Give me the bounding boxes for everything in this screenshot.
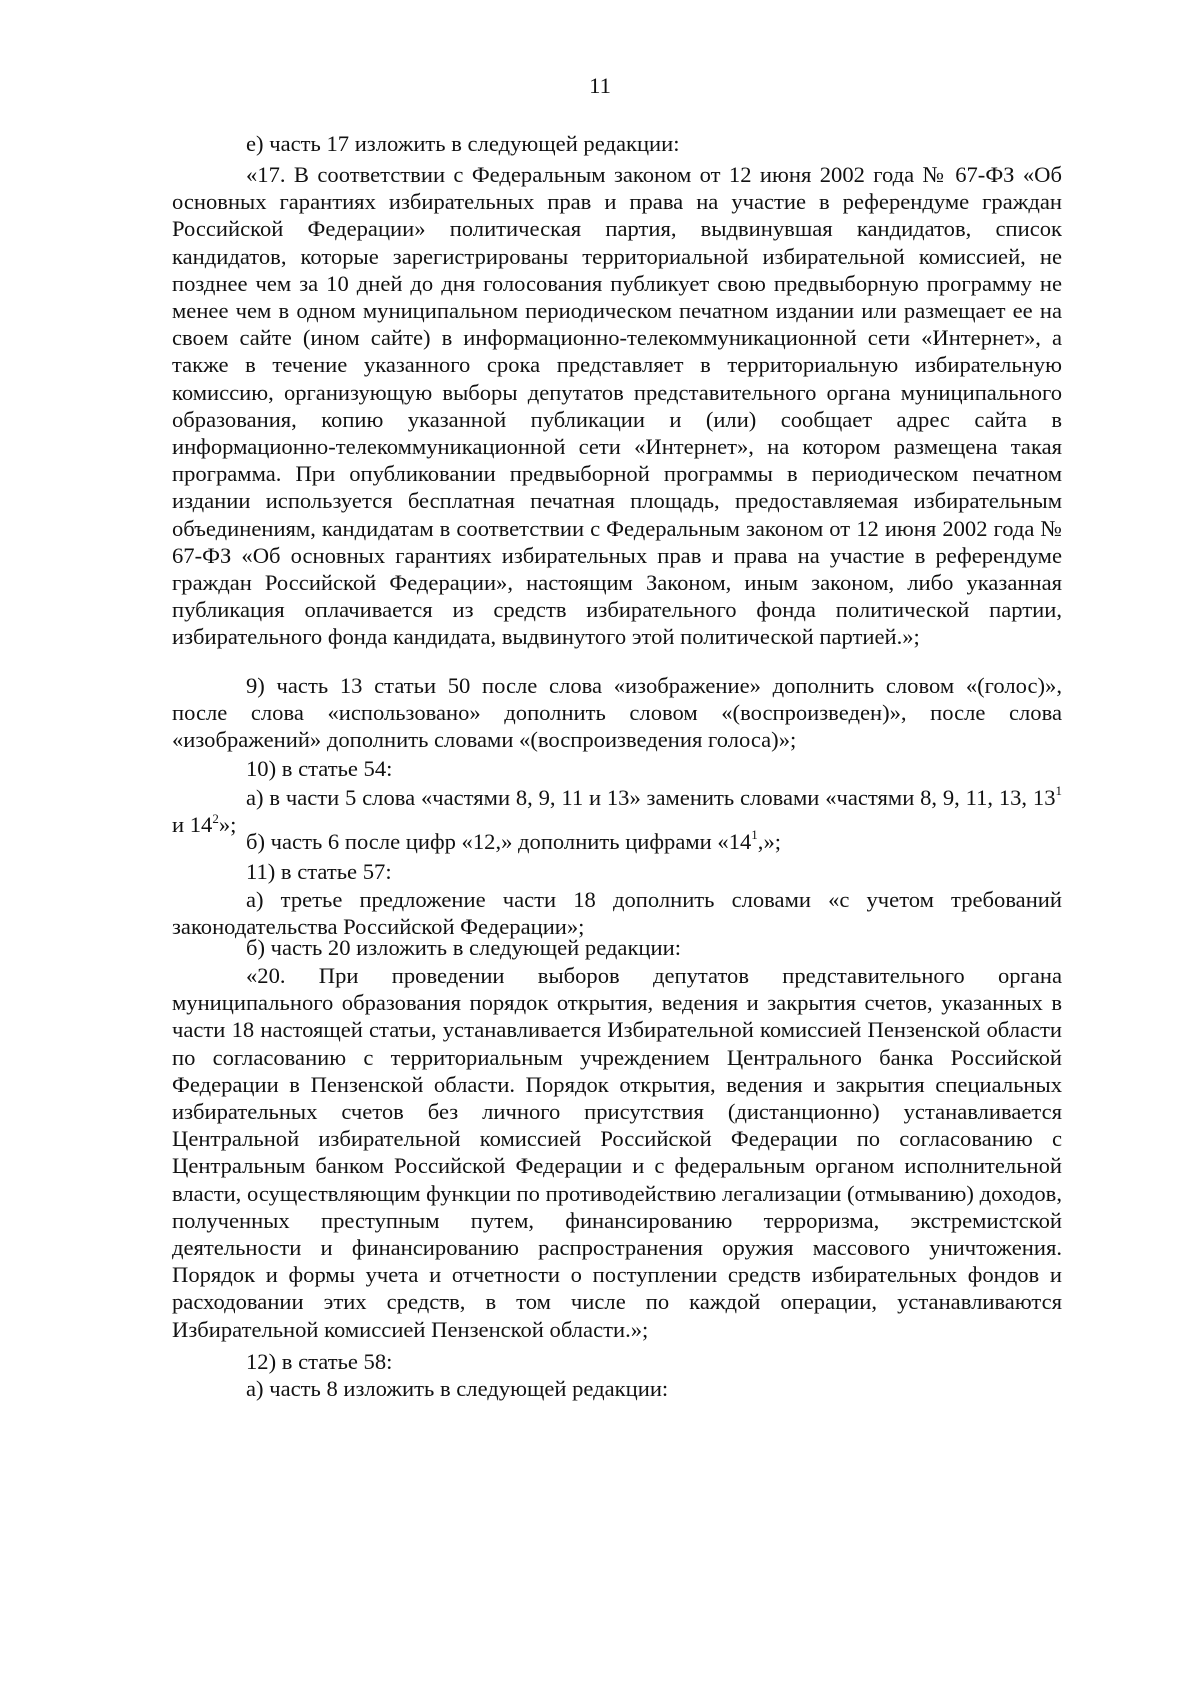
text-fragment: б) часть 6 после цифр «12,» дополнить цифрами «14 [246, 829, 752, 854]
text-fragment: а) в части 5 слова «частями 8, 9, 11 и 13» заменить словами «частями 8, 9, 11, 13, 13 [246, 785, 1056, 810]
text-fragment: и 14 [172, 812, 213, 838]
item-12: 12) в статье 58: [246, 1349, 393, 1374]
item-9: 9) часть 13 статьи 50 после слова «изображение» дополнить словом «(голос)», после слова «использовано» дополнить словом «(воспроизведен)», после слова «изображений» дополнить словами «(воспроизведения голоса)»; [172, 673, 1062, 753]
item-12-subitem-a: а) часть 8 изложить в следующей редакции: [246, 1376, 669, 1401]
superscript: 1 [751, 827, 758, 843]
subitem-e-heading: е) часть 17 изложить в следующей редакции: [246, 131, 680, 156]
text-fragment: »; [218, 812, 237, 838]
item-11: 11) в статье 57: [246, 859, 392, 884]
item-11-subitem-b: б) часть 20 изложить в следующей редакции: [246, 935, 681, 960]
item-10-subitem-b [172, 828, 1062, 855]
item-11-subitem-a: а) третье предложение части 18 дополнить словами «с учетом требований законодательства Российской Федерации»; [172, 887, 1062, 940]
text-fragment: ,»; [757, 829, 782, 854]
item-10: 10) в статье 54: [246, 756, 393, 781]
superscript: 2 [212, 810, 219, 826]
superscript: 1 [1055, 783, 1062, 799]
part-17-text: «17. В соответствии с Федеральным законом от 12 июня 2002 года № 67-ФЗ «Об основных гарантиях избирательных прав и права на участие в референдуме граждан Российской Федерации» политическая партия, выдвинувшая кандидатов, список кандидатов, которые зарегистрированы территориальной избирательной комиссией, не позднее чем за 10 дней до дня голосования публикует свою предвыборную программу не менее чем в одном муниципальном периодическом печатном издании или размещает ее на своем сайте (ином сайте) в информационно-телекоммуникационной сети «Интернет», а также в течение указанного срока представляет в территориальную избирательную комиссию, организующую выборы депутатов представительного органа муниципального образования, копию указанной публикации и (или) сообщает адрес сайта в информационно-телекоммуникационной сети «Интернет», на котором размещена такая программа. При опубликовании предвыборной программы в периодическом печатном издании используется бесплатная печатная площадь, предоставляемая избирательным объединениям, кандидатам в соответствии с Федеральным законом от 12 июня 2002 года № 67-ФЗ «Об основных гарантиях избирательных прав и права на участие в референдуме граждан Российской Федерации», настоящим Законом, иным законом, либо указанная публикация оплачивается из средств избирательного фонда политической партии, избирательного фонда кандидата, выдвинутого этой политической партией.»; [172, 162, 1062, 650]
part-20-text: «20. При проведении выборов депутатов представительного органа муниципального образования порядок открытия, ведения и закрытия счетов, указанных в части 18 настоящей статьи, устанавливается Избирательной комиссией Пензенской области по согласованию с территориальным учреждением Центрального банка Российской Федерации в Пензенской области. Порядок открытия, ведения и закрытия специальных избирательных счетов без личного присутствия (дистанционно) устанавливается Центральной избирательной комиссией Российской Федерации по согласованию с Центральным банком Российской Федерации и с федеральным органом исполнительной власти, осуществляющим функции по противодействию легализации (отмыванию) доходов, полученных преступным путем, финансированию терроризма, экстремистской деятельности и финансированию распространения оружия массового уничтожения. Порядок и формы учета и отчетности о поступлении средств избирательных фондов и расходовании этих средств, в том числе по каждой операции, устанавливаются Избирательной комиссией Пензенской области.»; [172, 963, 1062, 1342]
page-number: 11 [589, 73, 611, 98]
